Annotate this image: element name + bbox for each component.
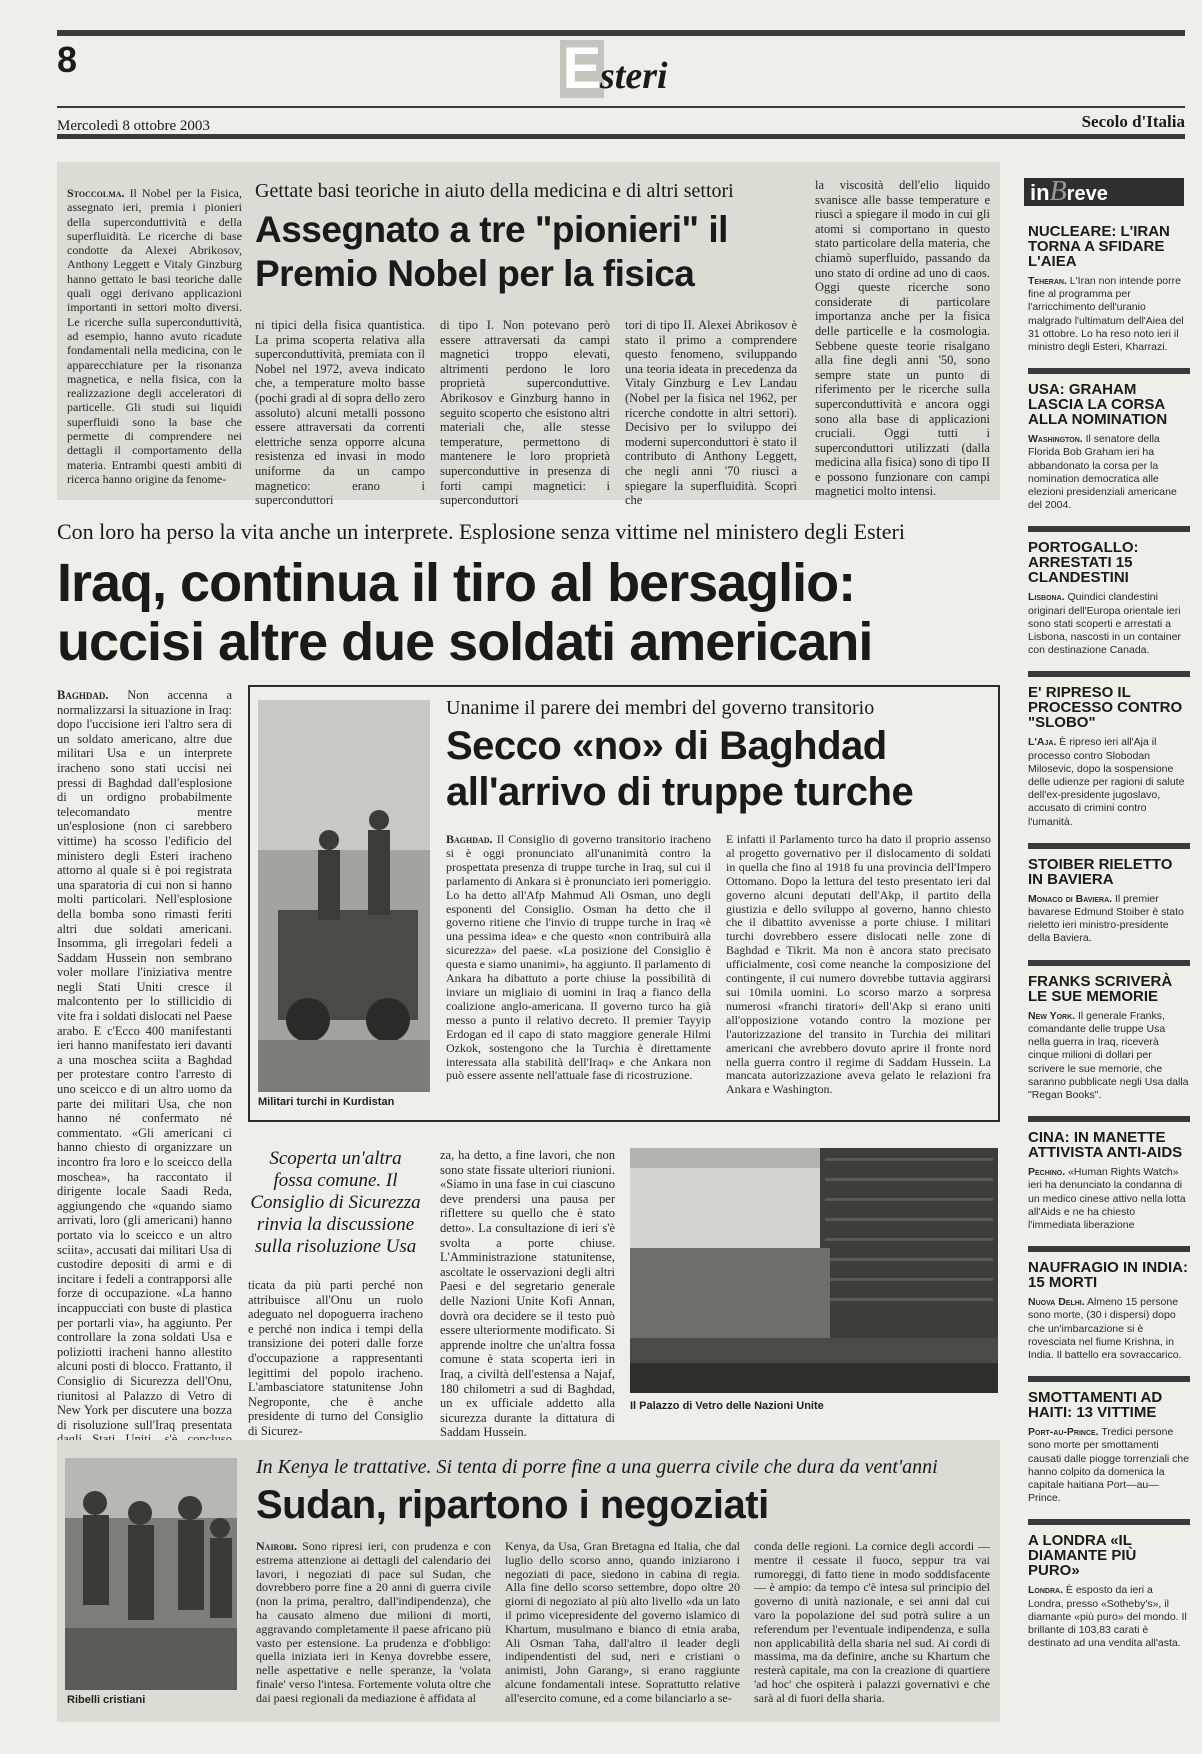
brief-item-title: USA: GRAHAM LASCIA LA CORSA ALLA NOMINATION [1028, 381, 1168, 429]
brief-item-dateline: Lisbona. [1028, 591, 1065, 604]
issue-date: Mercoledì 8 ottobre 2003 [57, 118, 210, 134]
nobel-headline: Assegnato a tre "pionieri" il Premio Nobel per la fisica [255, 209, 728, 294]
iraq-col1 [57, 688, 232, 1432]
iraq-headline-line2: uccisi altre due soldati americani [57, 612, 873, 672]
brief-separator [1028, 960, 1190, 966]
brief-item-title: STOIBER RIELETTO IN BAVIERA [1028, 855, 1173, 888]
brief-separator [1028, 843, 1190, 849]
brief-item [1028, 960, 1190, 1102]
iraq-col1-body: Non accenna a normalizzarsi la situazione in Iraq: dopo l'uccisione ieri l'altro sera di un soldato americano, altre due militari Usa e un interprete iracheno sono stati uccisi nei pressi di Baghdad dall'esplosione di un ordigno probabilmente telecomandato mentre un'esplosione (non ci sarebbero vittime) ha scosso l'edificio del ministero degli Esteri iracheno attorno al quale si è poi registrata una sparatoria di cui non si hanno molti particolari. Nell'esplosione della bomba sono rimasti feriti altri due soldati americani. Insomma, gli irregolari fedeli a Saddam Hussein non sembrano voler mollare l'iniziativa mentre negli Stati Uniti cresce il malcontento per lo stillicidio di vite fra i soldati dislocati nel Paese arabo. E c'Ecco 400 manifestanti ieri hanno manifestato ieri davanti a una moschea sciita a Baghdad per protestare contro l'arresto di uno sceicco e di un altro uomo da parte dei militari Usa, che non hanno né confermato né commentato. «Gli americani ci hanno chiesto di organizzare un incontro fra loro e lo sceicco della moschea», ha raccontato il dirigente locale Saadi Reda, aggiungendo che «quando siamo arrivati, loro (gli americani) hanno portato via lo sceicco e un altro sciita», accusati dai militari Usa di custodire depositi di armi e di incitare i fedeli a contrapporsi alle forze di occupazione. «La hanno incappucciati con buste di plastica per portarli via», ha aggiunto. Per controllare la zona soldati Usa e poliziotti iracheni hanno allestito alcuni posti di blocco. Frattanto, il Consiglio di Sicurezza dell'Onu, riunitosi al Palazzo di Vetro di New York per discutere una bozza di risoluzione sull'Iraq presentata [57, 688, 232, 1432]
brief-item-title: SMOTTAMENTI AD HAITI: 13 VITTIME [1028, 1389, 1163, 1422]
brief-item [1028, 1519, 1190, 1650]
brief-sidebar [1012, 160, 1192, 1720]
un-headquarters-image [630, 1148, 998, 1393]
brief-item-text [1028, 736, 1190, 828]
brief-separator [1028, 1246, 1190, 1252]
nobel-col3: tori di tipo II. Alexei Abrikosov è stato il primo a comprendere questo fenomeno, sviluppando una teoria ideata in precedenza da Vitaly Ginzburg e Lev Landau (Nobel per la fisica nel 1962, per ricerche condotte in altri settori). Decisivo per lo sviluppo dei moderni superconduttori è stato il contributo di Anthony Leggett, che negli anni '70 riuscì a spiegare la superfluidità. Scoprì che [625, 318, 797, 508]
sudan-photo [65, 1458, 237, 1690]
brief-item-dateline: L'Aja. [1028, 736, 1057, 749]
brief-item-title: PORTOGALLO: ARRESTATI 15 CLANDESTINI [1028, 539, 1139, 587]
sudan-col1 [256, 1540, 491, 1710]
brief-item-body: Il premier bavarese Edmund Stoiber è stato rieletto ieri ministro-presidente della Baviera. [1028, 892, 1184, 945]
brief-item-text [1028, 433, 1190, 512]
brief-item-title: E' RIPRESO IL PROCESSO CONTRO "SLOBO" [1028, 684, 1183, 732]
iraq-col2: ticata da più parti perché non attribuisce all'Onu un ruolo adeguato nel dopoguerra iracheno e perché non indica i tempi della transizione dei poteri dalle forze d'occupazione a rappresentanti legittimi del popolo iracheno. L'ambasciatore statunitense John Negroponte, che è anche presidente di turno del Consiglio di Sicurez- [248, 1278, 423, 1438]
nobel-sidebar-text [67, 186, 242, 490]
brief-item [1028, 224, 1190, 354]
turkey-col1-body: Il Consiglio di governo transitorio iracheno si è oggi pronunciato all'unanimità contro la prospettata presenza di truppe turche in Iraq, sul cui il parlamento di Ankara si è pronunciato ieri pomeriggio. Lo ha detto all'Afp Mahmud Ali Osman, uno degli esponenti del Consiglio. Osman ha detto che il governo ritiene che l'invio di truppe turche in Iraq «è una pessima idea» e che questo «non contribuirà alla sicurezza» del paese. «La posizione del Consiglio è questa e siamo unanimi», ha aggiunto. Il parlamento di Ankara ha dibattuto a porte chiuse la possibilità di inviare un migliaio di uomini in Iraq a fianco della coalizione anglo-americana. Il governo turco ha già messo a punto il relativo decreto. Il premier Tayyip Erdogan ed il capo di stato maggiore generale Hilmi Ozkok, sostengono che la Turchia è direttamente interessata alla stabilità dell'Iraq» e che Ankara non può essere assente nell'attuale fase di ricostruzione. [446, 832, 711, 1083]
nobel-sidebar-body: Il Nobel per la Fisica, assegnato ieri, premia i pionieri della superconduttività e della superfluidità. Le ricerche di base condotte da Alexei Abrikosov, Anthony Leggett e Vitaly Ginzburg hanno gettato le basi teoriche dalle quali oggi derivano applicazioni importanti in settori molto diversi. Le ricerche sulla superconduttività, ad esempio, hanno avuto ricadute fondamentali nella medicina, con le apparecchiature per la risonanza magnetica, e nella fisica, con la realizzazione degli acceleratori di particelle. Gli studi sui liquidi superfluidi sono la base che permette di comprendere nei dettagli il comportamento della materia. Entrambi questi ambiti di ricerca hanno origine da fenome- [67, 186, 242, 486]
brief-logo [1024, 178, 1184, 206]
iraq-kicker: Con loro ha perso la vita anche un interprete. Esplosione senza vittime nel ministero degli Esteri [57, 519, 905, 544]
brief-item-dateline: Monaco di Baviera. [1028, 892, 1113, 905]
brief-separator [1028, 526, 1190, 532]
section-title: steri [600, 55, 668, 97]
nobel-col4: la viscosità dell'elio liquido svanisce alle basse temperature e riuscì a spiegare il modo in cui gli atomi si comportano in questo stato particolare della materia, che chiamò superfluido, passando da uno stato di ordine ad uno di caos. Oggi queste ricerche sono considerate di particolare importanza anche per la fisica delle particelle e la cosmologia. Sebbene queste teorie risalgano alla fine degli anni '50, sono sempre state un punto di riferimento per le ricerche sulla superconduttività e ancora oggi sono alla base di applicazioni cruciali. Oggi tutti i superconduttori utilizzati (dalla medicina alla fisica) sono di tipo II e possono funzionare con campi magnetici molto intensi. [815, 178, 990, 499]
brief-item [1028, 1116, 1190, 1232]
turkey-headline-line1: Secco «no» di Baghdad [446, 724, 887, 768]
brief-item-body: Quindici clandestini originari dell'Europa orientale ieri sono stati scoperti e arrestati a Lisbona, nascosti in un container con destinazione Canada. [1028, 591, 1181, 657]
brief-item-title: NUCLEARE: L'IRAN TORNA A SFIDARE L'AIEA [1028, 223, 1170, 270]
masthead: Secolo d'Italia [1081, 112, 1185, 131]
brief-item [1028, 671, 1190, 828]
brief-item-text [1028, 1166, 1190, 1232]
sudan-photo-caption: Ribelli cristiani [67, 1694, 146, 1706]
turkey-col1 [446, 833, 711, 1111]
brief-separator [1028, 671, 1190, 677]
brief-item [1028, 526, 1190, 657]
turkey-photo [258, 700, 430, 1092]
brief-item [1028, 368, 1190, 512]
dateline: Nairobi. [256, 1539, 298, 1553]
brief-item-text [1028, 1584, 1190, 1650]
brief-item [1028, 843, 1190, 946]
sudan-col2: Kenya, da Usa, Gran Bretagna ed Italia, che dal luglio dello scorso anno, quando iniziarono i negoziati di pace, siedono in cabina di regia. Alla fine dello scorso settembre, dopo oltre 20 giorni di negoziato al più alto livello «da un lato il primo vicepresidente del governo islamico di Khartum, musulmano e bianco di etnia araba, Ali Osman Taha, dall'altro il leader degli indipendentisti del sud, neri e cristiani o animisti, John Garang», si erano raggiunte alcune fondamentali intese. Soprattutto relative all'esercito comune, ed a come bilanciarlo a se- [505, 1539, 740, 1705]
brief-item-dateline: Nuova Delhi. [1028, 1296, 1085, 1309]
brief-item-text [1028, 1010, 1190, 1102]
brief-item-body: «Human Rights Watch» ieri ha denunciato la condanna di un medico cinese attivo nella lotta all'Aids e ne ha chiesto l'immediata liberazione [1028, 1166, 1186, 1231]
brief-logo-in: in [1030, 180, 1050, 205]
brief-item-body: Tredici persone sono morte per smottamenti causati dalle piogge torrenziali che hanno colpito da domenica la capitale haitiana Port—au—Prince. [1028, 1426, 1190, 1505]
brief-item [1028, 1246, 1190, 1362]
brief-item-title: A LONDRA «IL DIAMANTE PIÙ PURO» [1028, 1532, 1137, 1580]
brief-item-body: Il generale Franks, comandante delle truppe Usa nella guerra in Iraq, riceverà cinque milioni di dollari per scrivere le sue memorie, che saranno pubblicate negli Usa dalla "Regan Books". [1028, 1009, 1189, 1101]
turkey-kicker: Unanime il parere dei membri del governo transitorio [446, 697, 875, 719]
dateline: Baghdad. [57, 688, 109, 702]
iraq-pullquote: Scoperta un'altra fossa comune. Il Consiglio di Sicurezza rinvia la discussione sulla risoluzione Usa [250, 1148, 421, 1257]
brief-item-text [1028, 893, 1190, 946]
section-initial: E [560, 40, 604, 98]
brief-item-title: CINA: IN MANETTE ATTIVISTA ANTI-AIDS [1028, 1129, 1183, 1162]
header-rule-bottom [57, 134, 1185, 139]
brief-separator [1028, 368, 1190, 374]
sudan-col1-body: Sono ripresi ieri, con prudenza e con estrema attenzione ai dettagli del calendario dei lavori, i negoziati di pace sul Sudan, che dovrebbero porre fine a 20 anni di guerra civile (non la prima, peraltro, dall'indipendenza), che ha causato almeno due milioni di morti, aggravando completamente il paese africano più vasto per estensione. La prudenza e d'obbligo: quella iniziata ieri in Kenya dovrebbe essere, nelle aspettative e nelle speranze, la 'volata finale' verso l'intesa. Fortemente voluta oltre che dai paesi regionali da mediazione è affidata al [256, 1539, 491, 1705]
brief-item [1028, 1376, 1190, 1505]
brief-item-body: È ripreso ieri all'Aja il processo contro Slobodan Milosevic, dopo la sospensione delle udienze per ragioni di salute dell'ex-presidente jugoslavo, accusato di crimini contro l'umanità. [1028, 736, 1185, 828]
nobel-col1: ni tipici della fisica quantistica. La prima scoperta relativa alla superconduttività, premiata con il Nobel nel 1972, aveva indicato che, a temperature molto basse (pochi gradi al di sopra dello zero assoluto) alcuni metalli possono essere attraversati da correnti elettriche senza opporre alcuna resistenza ed invasi in modo uniforme da un campo magnetico: erano i superconduttori [255, 318, 425, 508]
brief-item-dateline: Port-au-Prince. [1028, 1426, 1099, 1439]
un-building-photo [630, 1148, 998, 1393]
brief-separator [1028, 1116, 1190, 1122]
brief-item-body: È esposto da ieri a Londra, presso «Sotheby's», il diamante «più puro» del mondo. Il brillante di 103,83 carati è destinato ad una vendita all'asta. [1028, 1584, 1187, 1650]
brief-item-dateline: Pechino. [1028, 1166, 1066, 1179]
nobel-kicker: Gettate basi teoriche in aiuto della medicina e di altri settori [255, 180, 734, 202]
brief-item-dateline: Londra. [1028, 1584, 1063, 1597]
un-photo-caption: Il Palazzo di Vetro delle Nazioni Unite [630, 1400, 824, 1412]
brief-item-dateline: Teheran. [1028, 275, 1067, 287]
brief-item-dateline: New York. [1028, 1009, 1076, 1022]
brief-separator [1028, 1519, 1190, 1525]
sudan-col3: conda delle regioni. La cornice degli accordi — mentre il cessate il fuoco, seppur tra vai rumoreggi, di fatto tiene in modo soddisfacente — è ampio: da tempo c'è intesa sul principio del governo di unità nazionale, e sei anni dal cui varo la popolazione del sud potrà sulire a un referendum per l'eventuale indipendenza, e sulla non applicabilità della sharia nel sud. Ai cordi di massima, ma da definire, anche su Khartum che resterà capitale, ma con la creazione di quartiere 'ad hoc' che ospiterà i palazzi governativi e che sarà al di fuori della sharia. [754, 1539, 990, 1705]
brief-separator [1028, 1376, 1190, 1382]
brief-item-body: Il senatore della Florida Bob Graham ieri ha abbandonato la corsa per la nomination democratica alle elezioni presidenziali americane del 2004. [1028, 433, 1177, 512]
soldiers-on-vehicle-image [258, 700, 430, 1092]
sudan-kicker: In Kenya le trattative. Si tenta di porre fine a una guerra civile che dura da vent'anni [256, 1456, 938, 1478]
iraq-col3: za, ha detto, a fine lavori, che non sono state fissate ulteriori riunioni. «Siamo in una fase in cui ciascuno deve prendersi una pausa per riflettere su quello che è stato detto». La consultazione di ieri s'è svolta a porte chiuse. L'Amministrazione statunitense, ascoltate le osservazioni degli altri Paesi e del segretario generale delle Nazioni Unite Kofi Annan, dovrà ora decidere se il testo può essere ulteriormente modificato. Si apprende inoltre che un'altra fossa comune è stata scoperta ieri in Iraq, a civiltà dell'estensa a Najaf, 180 chilometri a sud di Baghdad, un ex ufficiale addetto alla sicurezza durante la dittatura di Saddam Hussein. [440, 1148, 615, 1440]
turkey-col2: E infatti il Parlamento turco ha dato il proprio assenso al progetto governativo per il dislocamento di soldati in quella che fino al 1918 fu una provincia dell'Impero Ottomano. Dopo la lettura del testo presentato ieri dal governo alcuni deputati dell'Akp, il partito della giustizia e dello sviluppo al governo, hanno chiesto che il dibattito avvenisse a porte chiuse. I militari turchi dovrebbero essere dislocati nelle zone di Baghdad e Tikrit. Ma non è ancora stato precisato ufficialmente, così come neanche la composizione del contingente, il cui numero dovrebbe tuttavia aggirarsi sui 10mila uomini. Lo scorso marzo a sorpresa numerosi «franchi tiratori» dell'Akp si erano uniti all'opposizione votando contro la mozione per l'autorizzazione del transito in Turchia dei militari americani che avrebbero dovuto aprire il fronte nord nella guerra contro il regime di Saddam Hussein. La mancata autorizzazione aveva gelato le relazioni fra Ankara e Washington. [726, 832, 991, 1097]
brief-list [1028, 224, 1190, 1650]
nobel-col2: di tipo I. Non potevano però essere attraversati da campi magnetici troppo elevati, altrimenti perdono le loro proprietà superconduttive. Abrikosov e Ginzburg hanno in seguito scoperto che esistono altri materiali che, alle stesse temperature, permettono di mantenere le loro proprietà superconduttive in presenza di forti campi magnetici: i superconduttori [440, 318, 610, 508]
brief-item-text [1028, 591, 1190, 657]
brief-logo-rest: reve [1066, 183, 1108, 205]
brief-item-body: Almeno 15 persone sono morte, (30 i dispersi) dopo che un'imbarcazione si è rovesciata nel fiume Krishna, in India. Il battello era sovraccarico. [1028, 1296, 1182, 1361]
header-rule [57, 106, 1185, 108]
brief-item-title: NAUFRAGIO IN INDIA: 15 MORTI [1028, 1259, 1188, 1292]
page-number: 8 [57, 39, 78, 80]
brief-item-body: L'Iran non intende porre fine al programma per l'arricchimento dell'uranio malgrado l'ultimatum dell'Aiea del 31 ottobre. Lo ha reso noto ieri il ministro degli Esteri, Kharrazi. [1028, 275, 1184, 354]
brief-logo-b: B [1049, 176, 1067, 207]
brief-item-title: FRANKS SCRIVERÀ LE SUE MEMORIE [1028, 972, 1173, 1005]
turkey-photo-caption: Militari turchi in Kurdistan [258, 1096, 395, 1108]
dateline: Baghdad. [446, 832, 493, 846]
sudan-headline: Sudan, ripartono i negoziati [256, 1483, 769, 1527]
turkey-headline-line2: all'arrivo di truppe turche [446, 770, 914, 814]
dateline: Stoccolma. [67, 186, 125, 200]
top-rule [57, 30, 1185, 36]
brief-item-dateline: Washington. [1028, 433, 1083, 446]
brief-item-text [1028, 1426, 1190, 1505]
iraq-headline-line1: Iraq, continua il tiro al bersaglio: [57, 553, 856, 613]
brief-item-text [1028, 275, 1190, 354]
rebels-image [65, 1458, 237, 1690]
brief-item-text [1028, 1296, 1190, 1362]
